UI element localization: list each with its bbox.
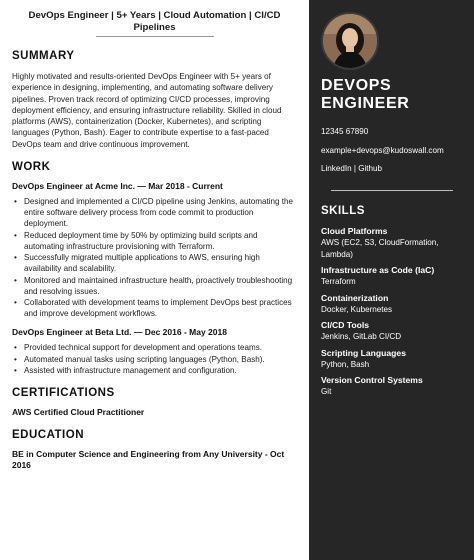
sidebar <box>309 0 474 560</box>
phone-number: 12345 67890 <box>321 127 369 136</box>
certification-item: AWS Certified Cloud Practitioner <box>12 406 145 417</box>
certifications-heading: CERTIFICATIONS <box>12 386 115 399</box>
skill-detail: Jenkins, GitLab CI/CD <box>321 332 402 341</box>
skill-name: Version Control Systems <box>321 375 423 385</box>
summary-text: Highly motivated and results-oriented DevOps Engineer with 5+ years of experience in designing, implementing, and automating software delivery pipelines. Proven track record of optimizing CI/CD processes, improving deployment efficiency, and ensuring infrastructure reliability. Skilled in cloud platforms (AWS), containerization (Docker, Kubernetes), and scripting languages (Python, Bash). Eager to contribute expertise to a fast-paced DevOps team and drive continuous improvement. <box>12 72 282 149</box>
job-bullet: • Reduced deployment time by 50% by optimizing build scripts and automating infrastructure provisioning with Terraform. <box>12 230 297 252</box>
skill-detail: Docker, Kubernetes <box>321 304 393 314</box>
skill-detail: Python, Bash <box>321 359 370 369</box>
skills-list <box>321 226 469 403</box>
work-heading: WORK <box>12 161 51 174</box>
skill-name: CI/CD Tools <box>321 320 370 330</box>
profile-name <box>321 77 409 112</box>
skill-group <box>321 320 469 343</box>
job-bullet-list <box>12 196 297 319</box>
headline-divider <box>96 36 214 37</box>
skill-detail: AWS (EC2, S3, CloudFormation, Lambda) <box>321 238 439 259</box>
job-bullet: • Successfully migrated multiple applications to AWS, ensuring high availability and scalability. <box>12 252 297 274</box>
education-item: BE in Computer Science and Engineering from Any University - Oct 2016 <box>12 448 285 470</box>
skills-heading: SKILLS <box>321 205 365 217</box>
profile-name-line: ENGINEER <box>321 94 410 112</box>
skill-group <box>321 348 469 371</box>
job-bullet: • Provided technical support for development and operations teams. <box>12 342 297 353</box>
job-heading: DevOps Engineer at Acme Inc. — Mar 2018 - Current <box>12 181 223 192</box>
summary-heading: SUMMARY <box>12 50 75 62</box>
skill-name: Scripting Languages <box>321 347 406 358</box>
skill-group <box>321 226 469 260</box>
sidebar-divider <box>331 190 453 191</box>
job-bullet: • Assisted with infrastructure management and configuration. <box>12 365 297 376</box>
social-links[interactable]: LinkedIn | Github <box>321 164 383 173</box>
education-heading: EDUCATION <box>12 428 85 441</box>
skill-name: Infrastructure as Code (IaC) <box>321 265 435 275</box>
job-heading: DevOps Engineer at Beta Ltd. — Dec 2016 - May 2018 <box>12 327 227 338</box>
skill-detail: Git <box>321 387 332 396</box>
job-bullet-list <box>12 342 297 376</box>
job-bullet: • Automated manual tasks using scripting languages (Python, Bash). <box>12 354 297 365</box>
email-link[interactable]: example+devops@kudoswall.com <box>321 146 444 155</box>
skill-group <box>321 293 469 316</box>
job-bullet: • Designed and implemented a CI/CD pipeline using Jenkins, automating the entire software delivery process from code commit to production deployment. <box>12 196 297 230</box>
skill-group <box>321 375 469 398</box>
profile-name-line: DEVOPS <box>321 77 392 94</box>
job-bullet: • Collaborated with development teams to implement DevOps best practices and improve development workflows. <box>12 297 297 319</box>
skill-detail: Terraform <box>321 277 356 286</box>
skill-name: Cloud Platforms <box>321 226 388 236</box>
job-bullet: • Monitored and maintained infrastructure health, proactively troubleshooting and resolving issues. <box>12 275 297 297</box>
profile-photo-icon <box>321 12 379 70</box>
resume-headline: DevOps Engineer | 5+ Years | Cloud Automation | CI/CD Pipelines <box>28 10 281 33</box>
skill-name: Containerization <box>321 292 389 303</box>
skill-group <box>321 265 469 288</box>
